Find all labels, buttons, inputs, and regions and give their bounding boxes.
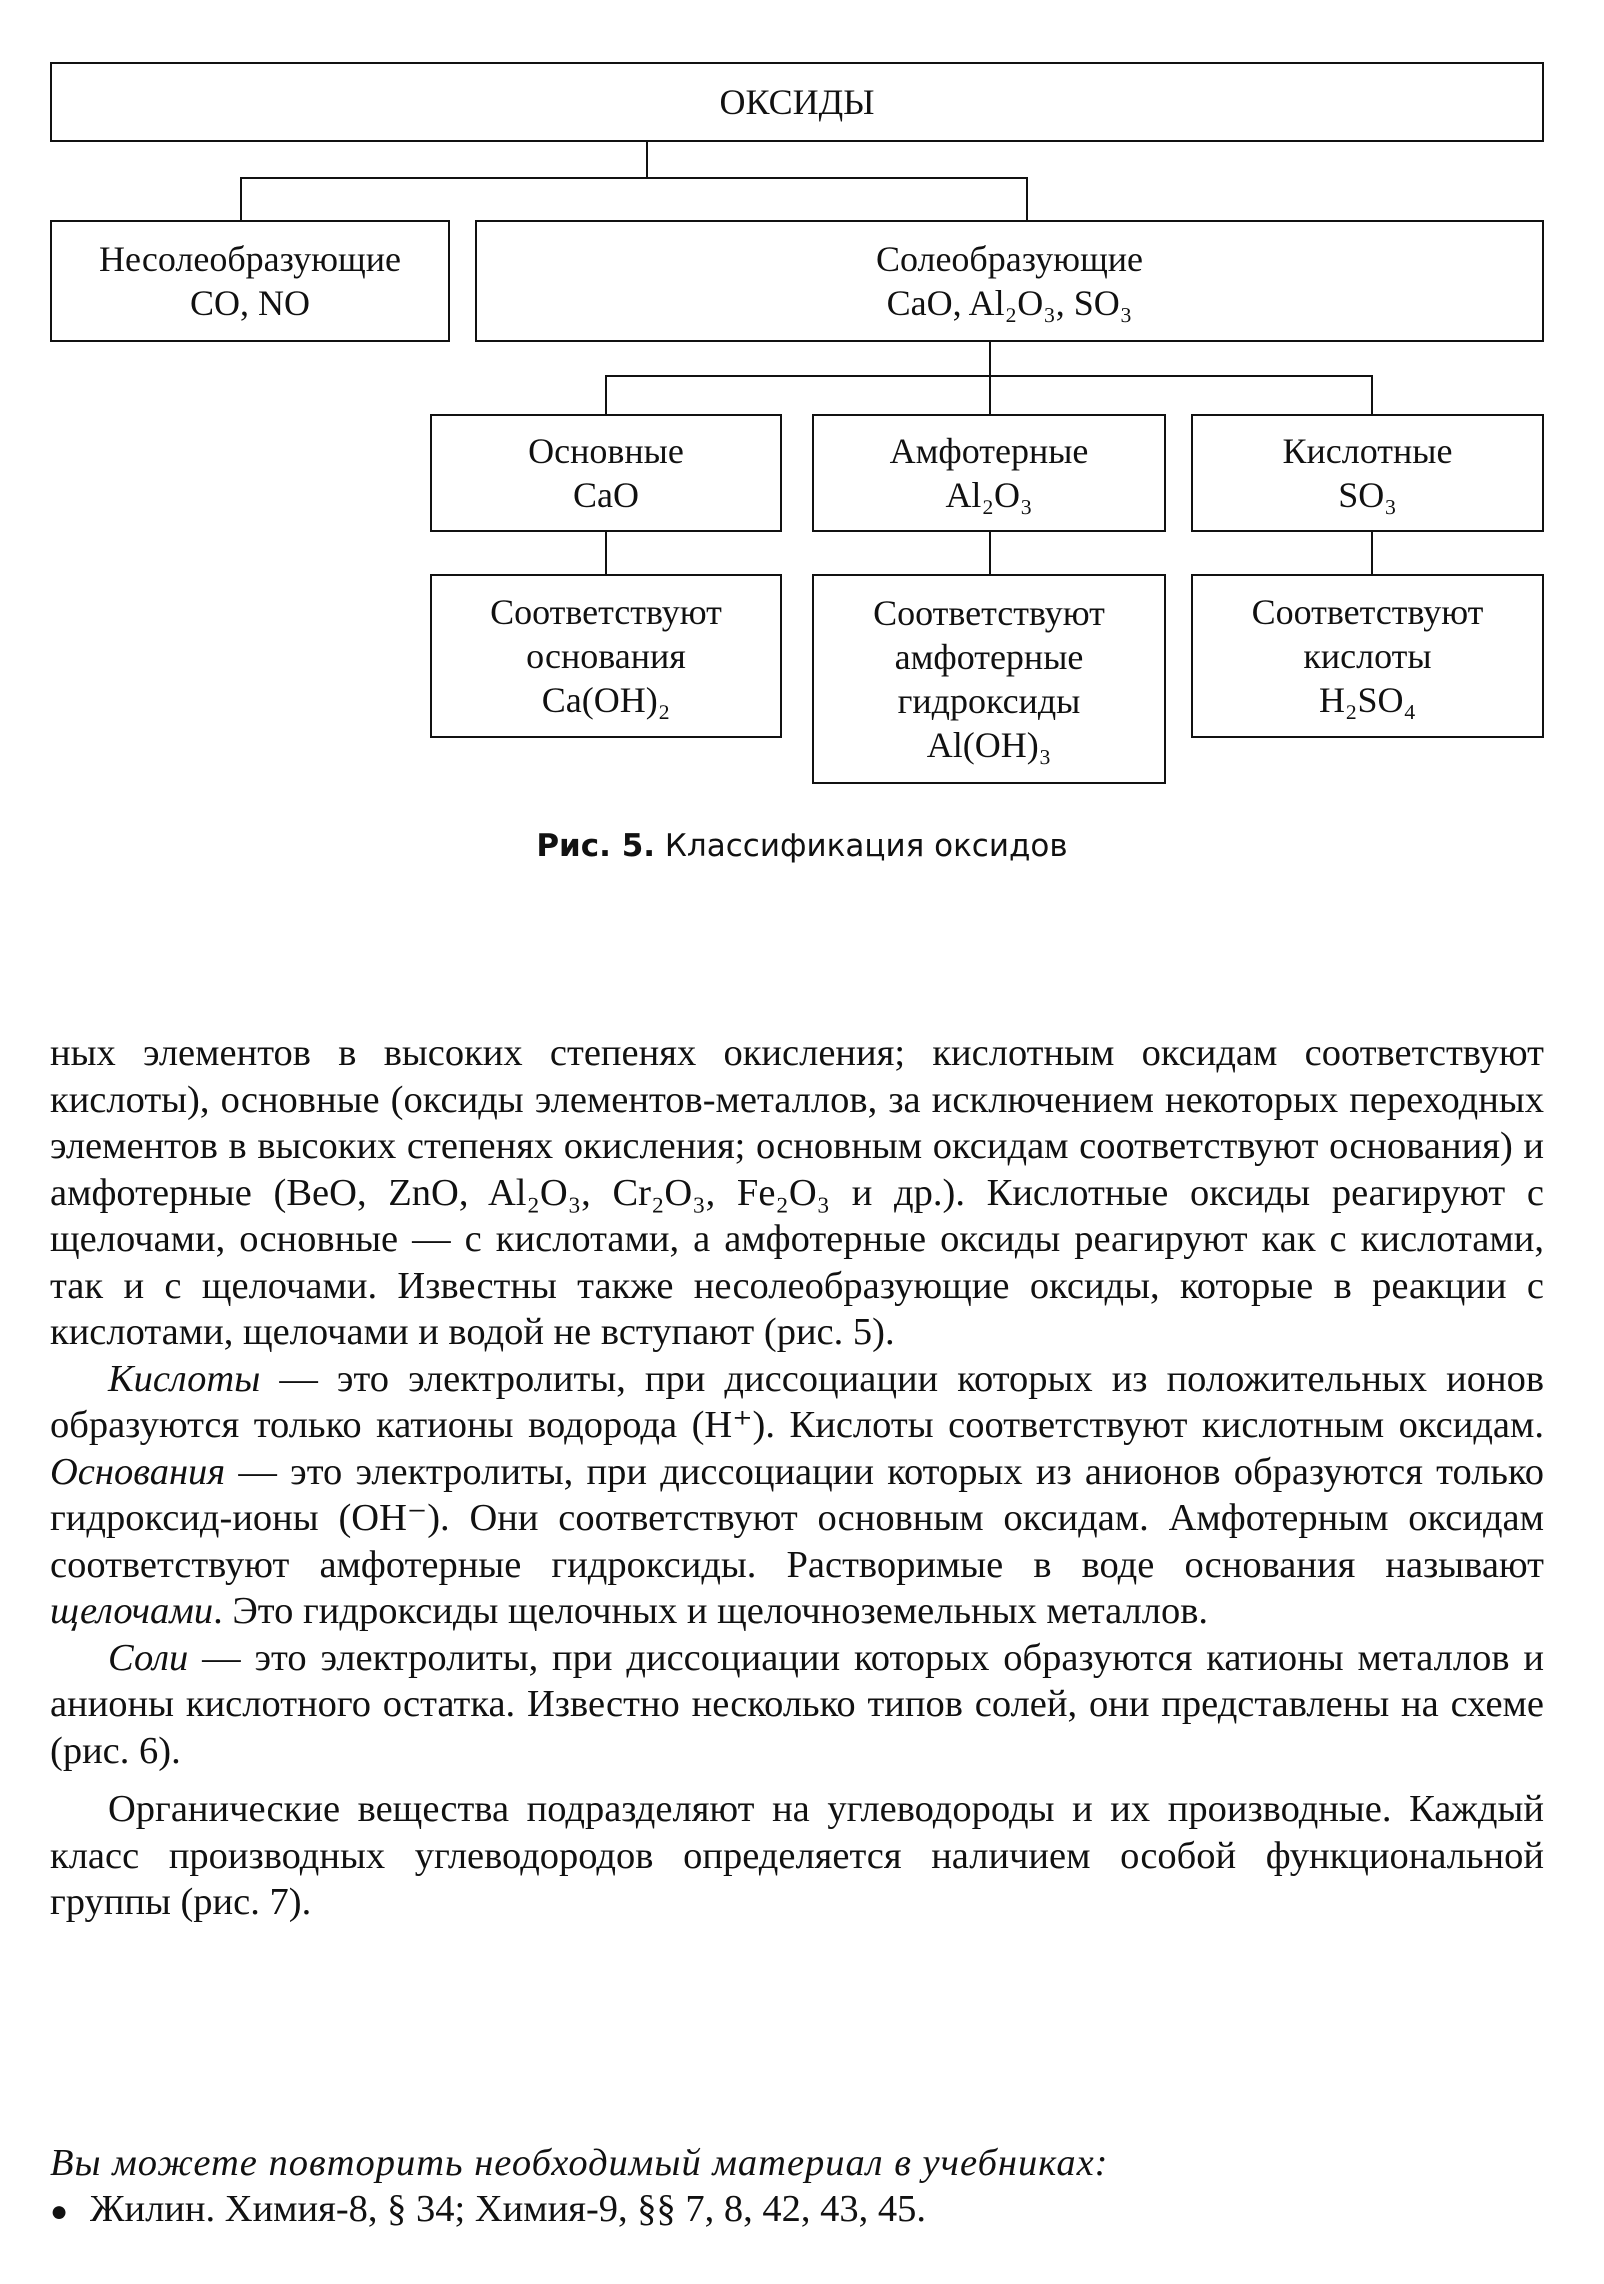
figure-caption-label: Рис. 5. <box>536 828 656 864</box>
term-bases: Основания <box>50 1450 226 1493</box>
term-salts: Соли <box>108 1636 189 1679</box>
connector <box>646 142 648 178</box>
paragraph-text: — это электролиты, при диссоциации которых из положительных ионов образуются только катионы водорода (H⁺). Кислоты соответствуют кислотным оксидам. <box>50 1357 1544 1446</box>
correspondence-line: Соответствуют <box>873 593 1105 633</box>
basic-oxides-formula: CaO <box>573 475 639 515</box>
amphoteric-oxides-box <box>812 414 1166 532</box>
paragraph-text: — это электролиты, при диссоциации которых из анионов образуются только гидроксид-ионы (OH⁻). Они соответствуют основным оксидам. Амфотерным оксидам соответствуют амфотерные гидроксиды. Растворимые в воде основания называют <box>50 1450 1544 1586</box>
connector <box>989 342 991 376</box>
correspondence-line: Соответствуют <box>1251 592 1484 632</box>
acidic-oxides-box <box>1191 414 1544 532</box>
amphoteric-correspondence-box <box>812 574 1166 784</box>
reference-text: Жилин. Химия-8, § 34; Химия-9, §§ 7, 8, 42, 43, 45. <box>90 2188 927 2230</box>
amphoteric-oxides-formula: Al₂O₃ <box>945 475 1033 515</box>
correspondence-line: гидроксиды <box>897 681 1081 721</box>
root-box <box>50 62 1544 142</box>
connector <box>1026 177 1028 221</box>
connector <box>1371 532 1373 575</box>
paragraph: ных элементов в высоких степенях окисления; кислотным оксидам соответствуют кислоты), основные (оксиды элементов-металлов, за исключением некоторых переходных элементов в высоких степенях окисления; основным оксидам соответствуют основания) и амфотерные (BeO, ZnO, Al₂O₃, Cr₂O₃, Fe₂O₃ и др.). Кислотные оксиды реагируют с щелочами, основные — с кислотами, а амфотерные оксиды реагируют как с кислотами, так и с щелочами. Известны также несолеобразующие оксиды, которые в реакции с кислотами, щелочами и водой не вступают (рис. 5). <box>50 1032 1544 1353</box>
bullet-icon: ● <box>50 2195 69 2228</box>
paragraph: Органические вещества подразделяют на углеводороды и их производные. Каждый класс производных углеводородов определяется наличием особой функциональной группы (рис. 7). <box>50 1788 1544 1923</box>
correspondence-line: Ca(OH)₂ <box>541 680 671 720</box>
correspondence-line: H₂SO₄ <box>1318 680 1417 720</box>
paragraph-text: . Это гидроксиды щелочных и щелочноземельных металлов. <box>213 1590 1209 1632</box>
correspondence-line: Al(OH)₃ <box>926 725 1052 765</box>
body-text <box>50 1030 1544 1926</box>
term-acids: Кислоты <box>108 1357 261 1400</box>
figure-caption-text: Классификация оксидов <box>664 828 1068 864</box>
connector <box>605 375 607 415</box>
salt-forming-examples: CaO, Al₂O₃, SO₃ <box>886 283 1133 323</box>
correspondence-line: основания <box>526 636 686 676</box>
references <box>50 2140 1544 2235</box>
term-alkalis: щелочами <box>50 1590 214 1632</box>
paragraph-text: — это электролиты, при диссоциации которых образуются катионы металлов и анионы кислотного остатка. Известно несколько типов солей, они представлены на схеме (рис. 6). <box>50 1636 1544 1772</box>
correspondence-line: кислоты <box>1303 636 1432 676</box>
list-item <box>50 2186 1544 2235</box>
correspondence-line: амфотерные <box>894 637 1084 677</box>
root-label: ОКСИДЫ <box>719 82 875 122</box>
acidic-oxides-title: Кислотные <box>1282 431 1453 471</box>
basic-oxides-title: Основные <box>528 431 684 471</box>
acidic-correspondence-box <box>1191 574 1544 738</box>
basic-correspondence-box <box>430 574 782 738</box>
non-salt-forming-box <box>50 220 450 342</box>
salt-forming-title: Солеобразующие <box>875 239 1144 279</box>
amphoteric-oxides-title: Амфотерные <box>889 431 1089 471</box>
paragraph <box>50 1635 1544 1775</box>
figure-caption <box>0 828 1604 864</box>
basic-oxides-box <box>430 414 782 532</box>
connector <box>1371 375 1373 415</box>
paragraph <box>50 1356 1544 1635</box>
references-heading: Вы можете повторить необходимый материал в учебниках: <box>50 2142 1109 2184</box>
connector <box>989 375 991 415</box>
non-salt-forming-title: Несолеобразующие <box>99 239 401 279</box>
connector <box>989 532 991 575</box>
correspondence-line: Соответствуют <box>490 592 722 632</box>
non-salt-forming-examples: CO, NO <box>189 283 310 323</box>
connector <box>605 532 607 575</box>
salt-forming-box <box>475 220 1544 342</box>
connector <box>240 177 242 221</box>
acidic-oxides-formula: SO₃ <box>1338 475 1397 515</box>
connector <box>240 177 1028 179</box>
